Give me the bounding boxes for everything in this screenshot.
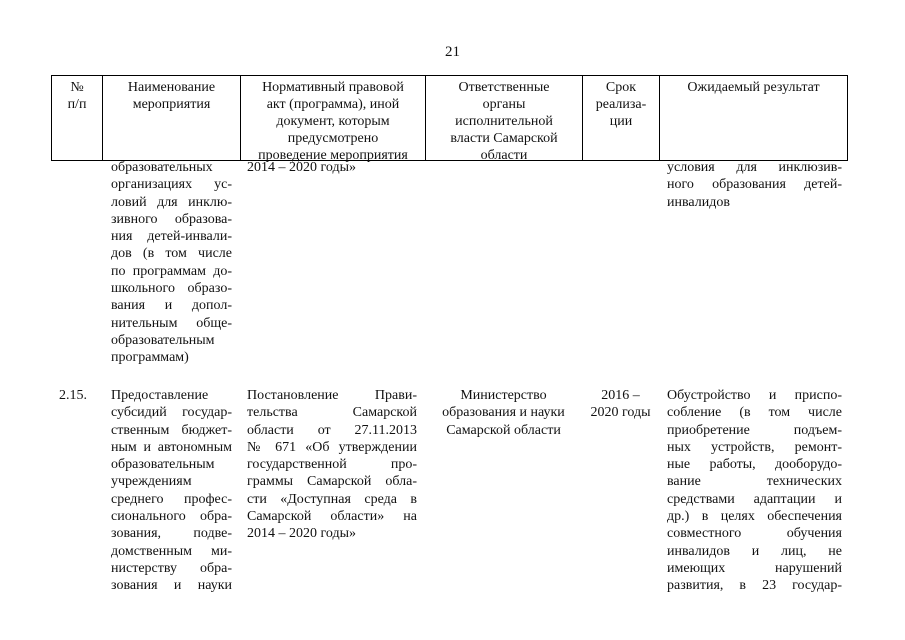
cell-line: ловий для инклю- [111,194,232,210]
cell-line: по программам до- [111,263,232,279]
cell-line: зования и науки [111,578,232,594]
cell-line: имеющих нарушений [667,560,842,576]
expected-result-cell [659,387,848,595]
cell-line: совместного обучения [667,526,842,542]
measure-name-cell [102,159,240,367]
term-cell [582,387,659,422]
header-responsible [425,76,582,163]
cell-line: ного образования детей- [667,177,842,193]
cell-line: 2020 годы [590,405,651,421]
header-text: проведение мероприятия [258,148,408,163]
cell-line: инвалидов и лиц, не [667,543,842,559]
header-text: п/п [67,97,87,112]
cell-line: средствами адаптации и [667,491,842,507]
table-header-row [51,75,848,161]
header-measure-name [102,76,240,160]
cell-line: Предоставление [111,388,209,403]
header-text: мероприятия [132,97,211,112]
legal-act-cell [240,387,425,543]
cell-line: школьного образо- [111,281,232,297]
cell-line: 2014 – 2020 годы» [247,160,357,175]
header-number [51,76,102,160]
cell-line: вание технических [667,474,842,490]
cell-line: организациях ус- [111,177,232,193]
header-text: власти Самарской [450,131,558,146]
header-text: исполнительной [455,114,553,129]
cell-line: ным и автономным [111,439,232,455]
cell-line: развития, в 23 государ- [667,578,842,594]
cell-line: Самарской области [446,422,561,438]
header-text: области [480,148,528,163]
cell-line: сионального обра- [111,509,232,525]
cell-line: ственным бюджет- [111,422,232,438]
cell-line: учреждениям [111,474,192,490]
cell-line: Обустройство и приспо- [667,388,842,403]
legal-act-cell [240,159,425,176]
cell-line: тельства Самарской [247,405,417,421]
cell-line: граммы Самарской обла- [247,474,417,490]
table-row [51,387,848,637]
responsible-cell [425,387,582,439]
cell-line: Министерство [460,388,547,403]
measure-name-cell [102,387,240,595]
header-legal-act [240,76,425,163]
header-text: предусмотрено [287,131,379,146]
cell-line: субсидий государ- [111,405,232,421]
header-expected-result [659,76,848,160]
cell-line: зования, подве- [111,526,232,542]
cell-line: образовательным [111,457,215,473]
cell-line: условия для инклюзив- [667,160,842,175]
cell-line: сти «Доступная среда в [247,491,417,507]
cell-line: образования и науки [442,405,565,421]
cell-line: инвалидов [667,194,730,210]
header-text: ции [609,114,633,129]
cell-line: др.) в целях обеспечения [667,509,842,525]
header-text: Срок [605,80,637,95]
cell-line: ные работы, дооборудо- [667,457,842,473]
cell-line: собление (в том числе [667,405,842,421]
cell-line: приобретение подъем- [667,422,842,438]
cell-line: домственным ми- [111,543,232,559]
header-text: акт (программа), иной [266,97,400,112]
cell-line: 2014 – 2020 годы» [247,526,357,542]
cell-line: среднего профес- [111,491,232,507]
row-number: 2.15. [59,388,87,403]
cell-line: государственной про- [247,457,417,473]
header-text: № [70,80,84,95]
header-text: органы [482,97,526,112]
cell-line: вания и допол- [111,298,232,314]
cell-line: программам) [111,350,189,366]
cell-line: образовательных [111,160,213,175]
header-text: Нормативный правовой [262,80,404,95]
cell-line: ния детей-инвали- [111,229,232,245]
cell-line: дов (в том числе [111,246,232,262]
header-term [582,76,659,160]
cell-line: зивного образова- [111,211,232,227]
table-row [51,159,848,379]
expected-result-cell [659,159,848,211]
cell-line: области от 27.11.2013 [247,422,417,438]
header-text: документ, которым [276,114,390,129]
header-text: Ожидаемый результат [687,80,820,95]
cell-line: Постановление Прави- [247,388,417,403]
header-text: Наименование [127,80,216,95]
cell-line: образовательным [111,332,215,348]
cell-line: нистерству обра- [111,560,232,576]
cell-line: ных устройств, ремонт- [667,439,842,455]
cell-line: Самарской области» на [247,509,417,525]
header-text: реализа- [595,97,647,112]
cell-line: № 671 «Об утверждении [247,439,417,455]
header-text: Ответственные [458,80,550,95]
measures-table [51,75,848,594]
cell-line: нительным обще- [111,315,232,331]
page-number: 21 [445,44,460,60]
cell-line: 2016 – [601,388,640,403]
